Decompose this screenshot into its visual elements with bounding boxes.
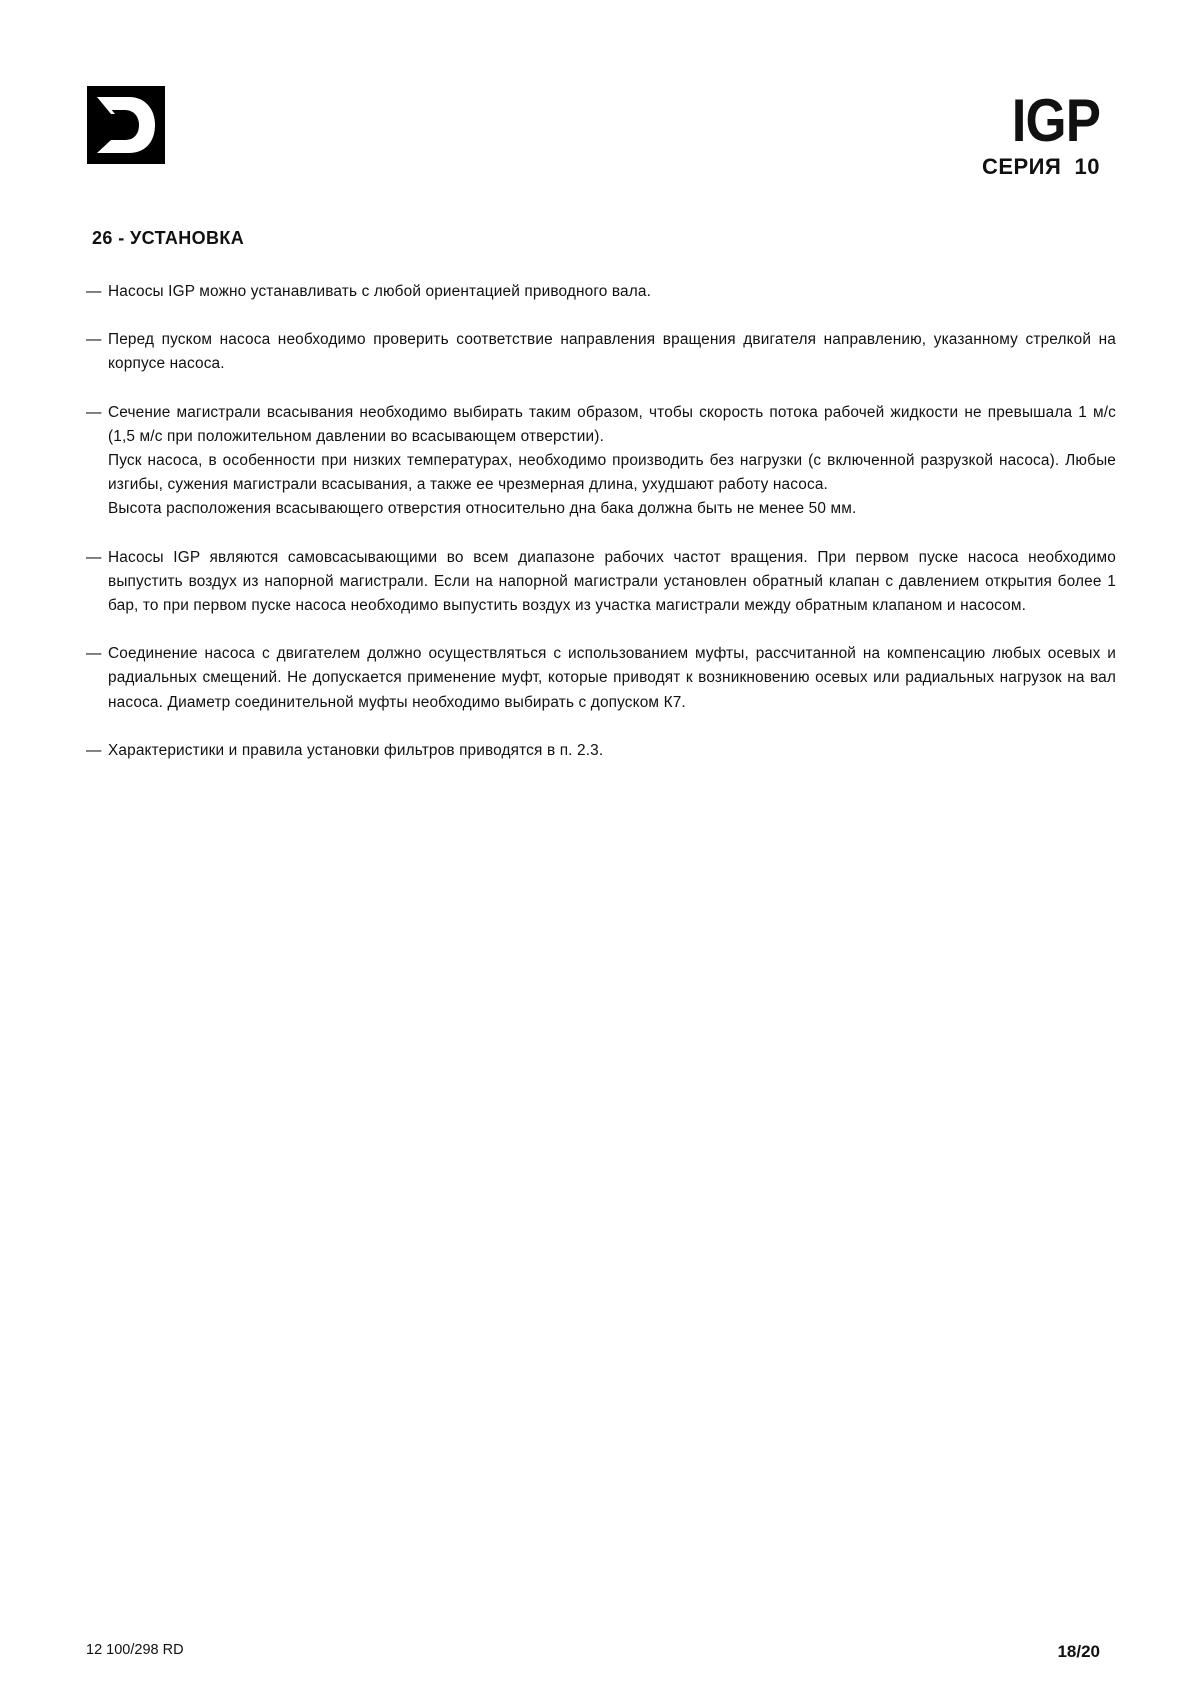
paragraph: Характеристики и правила установки фильтров приводятся в п. 2.3. (108, 741, 604, 759)
paragraph: Пуск насоса, в особенности при низких температурах, необходимо производить без нагрузки (с включенной разрузкой насоса). Любые изгибы, сужения магистрали всасывания, а также ее чрезмерная длина, ухудшают работу насоса. (108, 452, 1116, 494)
paragraph: Высота расположения всасывающего отверстия относительно дна бака должна быть не менее 50 мм. (108, 500, 857, 518)
paragraph: Насосы IGP являются самовсасывающими во всем диапазоне рабочих частот вращения. При первом пуске насоса необходимо выпустить воздух из напорной магистрали. Если на напорной магистрали установлен обратный клапан с давлением открытия более 1 бар, то при первом пуске насоса необходимо выпустить воздух из участка магистрали между обратным клапаном и насосом. (108, 548, 1116, 615)
dash-bullet: — (86, 331, 102, 349)
section-heading: 26 - УСТАНОВКА (92, 228, 245, 248)
dash-bullet: — (86, 548, 102, 566)
paragraph: Насосы IGP можно устанавливать с любой ориентацией приводного вала. (108, 283, 652, 300)
page-number: 18/20 (1057, 1642, 1100, 1661)
paragraph: Перед пуском насоса необходимо проверить соответствие направления вращения двигателя направлению, указанному стрелкой на корпусе насоса. (108, 331, 1116, 373)
installation-list (86, 280, 1116, 787)
series-label: СЕРИЯ 10 (981, 154, 1100, 179)
document-code: 12 100/298 RD (86, 1642, 184, 1658)
duplomatic-d-logo-icon (87, 86, 165, 164)
list-item (86, 546, 1116, 619)
header-product-block (982, 88, 1100, 180)
dash-bullet: — (86, 403, 102, 421)
list-item (86, 280, 1116, 304)
list-item (86, 401, 1116, 522)
paragraph: Сечение магистрали всасывания необходимо выбирать таким образом, чтобы скорость потока рабочей жидкости не превышала 1 м/с (1,5 м/с при положительном давлении во всасывающем отверстии). (108, 403, 1116, 445)
list-item (86, 739, 1116, 763)
dash-bullet: — (86, 283, 102, 300)
dash-bullet: — (86, 645, 102, 663)
list-item (86, 642, 1116, 715)
product-code: IGP (1011, 87, 1100, 154)
paragraph: Соединение насоса с двигателем должно осуществляться с использованием муфты, рассчитанной на компенсацию любых осевых и радиальных смещений. Не допускается применение муфт, которые приводят к возникновению осевых или радиальных нагрузок на вал насоса. Диаметр соединительной муфты необходимо выбирать с допуском К7. (108, 645, 1116, 711)
list-item (86, 328, 1116, 376)
dash-bullet: — (86, 741, 102, 759)
